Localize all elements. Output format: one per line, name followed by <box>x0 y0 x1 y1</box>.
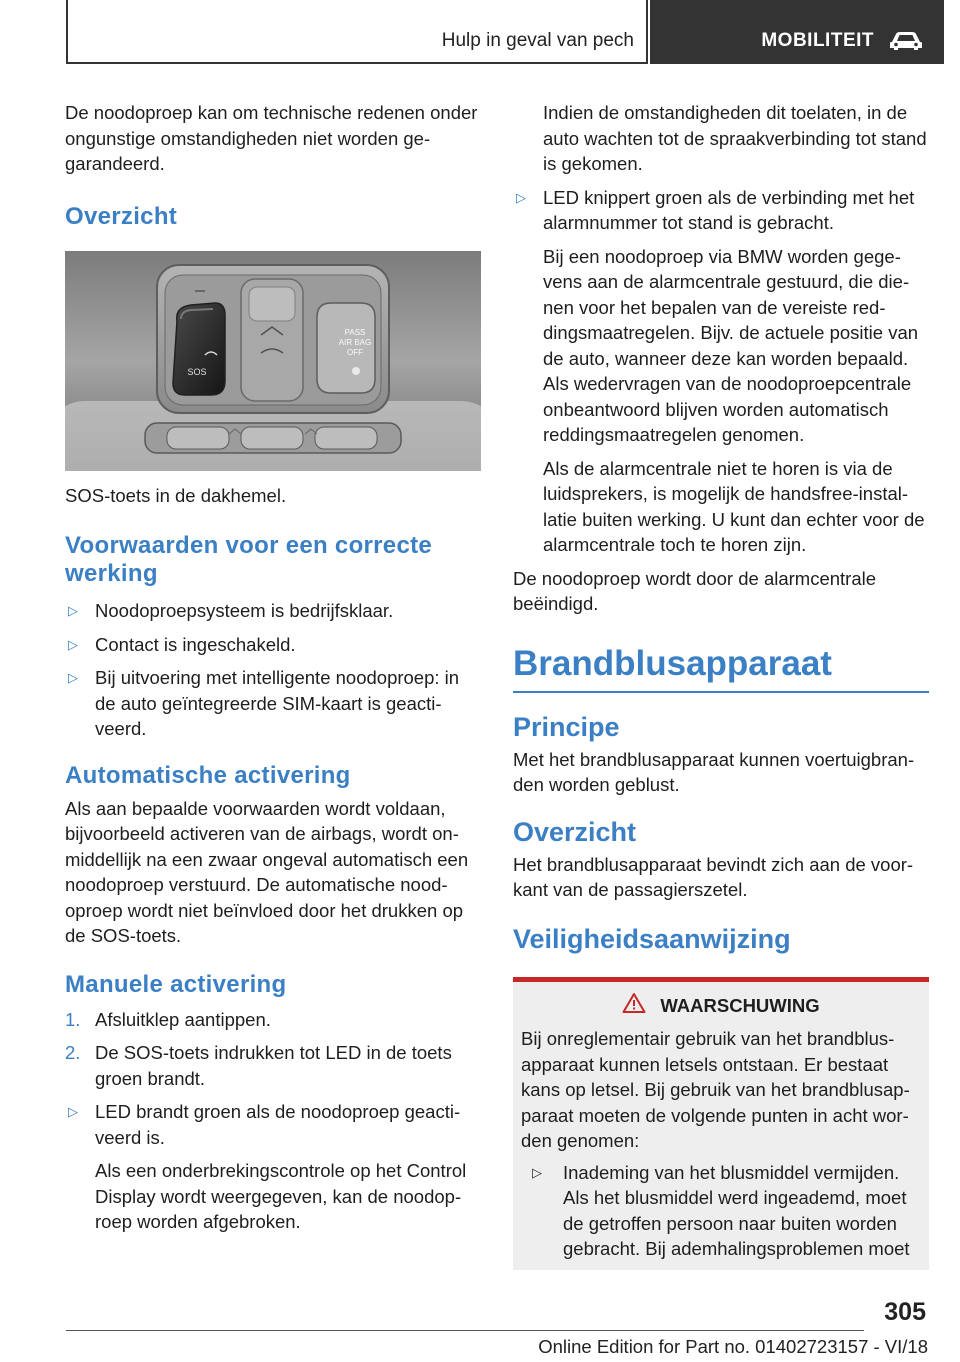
continued-note: Indien de omstandigheden dit toelaten, in de auto wachten tot de spraakverbinding tot stand is gekomen. <box>543 102 927 174</box>
intro-paragraph: De noodoproep kan om technische redenen onder ongunstige omstandigheden niet worden gegarandeerd. <box>65 102 478 174</box>
conditions-heading: Voorwaarden voor een correcte werking <box>65 532 433 587</box>
pass-label: PASS <box>344 327 366 337</box>
list-item: ▷ Contact is ingeschakeld. <box>65 632 481 658</box>
photo-caption: SOS-toets in de dakhemel. <box>65 484 287 506</box>
page-number: 305 <box>884 1298 926 1326</box>
principle-heading: Principe <box>513 711 620 742</box>
triangle-bullet-icon: ▷ <box>68 636 78 652</box>
list-item: ▷ LED brandt groen als de noodoproep geactiveerd is. <box>68 1101 461 1148</box>
right-column <box>513 100 929 1270</box>
list-item: ▷ Bij uitvoering met intelligente noodoproep: in de auto geïntegreerde SIM-kaart is geactiveerd. <box>68 667 460 739</box>
step-item: 1. Afsluitklep aantippen. <box>65 1008 271 1030</box>
extinguisher-heading: Brandblusapparaat <box>513 643 832 683</box>
sos-label: SOS <box>187 366 207 377</box>
auto-activation-text: Als aan bepaalde voorwaarden wordt voldaan, bijvoorbeeld activeren van de airbags, wordt onmiddellijk na een zwaar ongeval automatisch een noodoproep verstuurd. De automatische noodoproep wordt niet beïnvloed door het drukken op de SOS-toets. <box>65 797 469 946</box>
section-heading-block <box>513 643 929 693</box>
safety-heading: Veiligheidsaanwijzing <box>513 923 791 954</box>
triangle-bullet-icon: ▷ <box>516 189 526 205</box>
overview-heading: Overzicht <box>65 202 178 230</box>
warning-text: Bij onreglementair gebruik van het brandblusapparaat kunnen letsels ontstaan. Er bestaat kans op letsel. Bij gebruik van het brandblusapparaat moeten de volgende punten in acht worden genomen: <box>521 1028 910 1151</box>
triangle-bullet-icon: ▷ <box>532 1164 542 1180</box>
warning-triangle-icon <box>622 992 646 1021</box>
led-note-2: Als de alarmcentrale niet te horen is via de luidsprekers, is mogelijk de handsfree-installatie buiten werking. U kunt dan echter voor de alarmcentrale toch te horen zijn. <box>543 457 925 555</box>
warning-title: WAARSCHUWING <box>660 995 820 1016</box>
list-item: ▷ LED knippert groen als de verbinding met het alarmnummer tot stand is gebracht. <box>516 186 915 233</box>
footer-edition: Online Edition for Part no. 01402723157 - VI/18 <box>538 1336 928 1357</box>
triangle-bullet-icon: ▷ <box>68 1104 78 1119</box>
list-item: ▷ Inademing van het blusmiddel vermijden. Als het blusmiddel werd ingeademd, moet de getroffen persoon naar buiten worden gebracht. Bij ademhalingsproblemen moet <box>532 1161 910 1259</box>
overview-heading-right: Overzicht <box>513 816 637 847</box>
step-item: 2. De SOS-toets indrukken tot LED in de toets groen brandt. <box>65 1042 452 1089</box>
manual-activation-heading: Manuele activering <box>65 970 287 998</box>
section-title: Hulp in geval van pech <box>441 30 634 51</box>
triangle-bullet-icon: ▷ <box>68 603 78 618</box>
warning-header <box>521 992 921 1021</box>
list-item: ▷ Noodoproepsysteem is bedrijfsklaar. <box>65 598 481 624</box>
left-column <box>65 100 481 1235</box>
end-text: De noodoproep wordt door de alarmcentrale beëindigd. <box>513 567 877 614</box>
conditions-list <box>65 598 481 742</box>
heading-rule <box>513 691 929 693</box>
chapter-tab-label: MOBILITEIT <box>761 30 874 51</box>
principle-text: Met het brandblusapparaat kunnen voertuigbranden worden geblust. <box>513 748 915 795</box>
sos-button-photo <box>65 251 481 471</box>
led-note-1: Bij een noodoproep via BMW worden gegevens aan de alarmcentrale gestuurd, die dienen voor het bepalen van de vereiste reddingsmaatregelen. Bijv. de actuele positie van de auto, wanneer deze kan worden bepaald. Als wedervragen van de noodoproepcentrale onbeantwoord blijven worden automatisch reddingsmaatregelen genomen. <box>543 245 919 445</box>
warning-box <box>513 977 929 1270</box>
manual-steps <box>65 1007 481 1235</box>
auto-activation-heading: Automatische activering <box>65 761 351 789</box>
off-label: OFF <box>347 347 363 357</box>
car-icon <box>888 28 924 57</box>
manual-result-note: Als een onderbrekingscontrole op het Control Display wordt weergegeven, kan de noodoproep worden afgebroken. <box>95 1160 467 1232</box>
triangle-bullet-icon: ▷ <box>68 670 78 685</box>
chapter-tab <box>650 0 944 64</box>
overview-text: Het brandblusapparaat bevindt zich aan de voorkant van de passagierszetel. <box>513 853 914 900</box>
airbag-label: AIR BAG <box>338 337 372 347</box>
footer-rule <box>66 1330 864 1331</box>
